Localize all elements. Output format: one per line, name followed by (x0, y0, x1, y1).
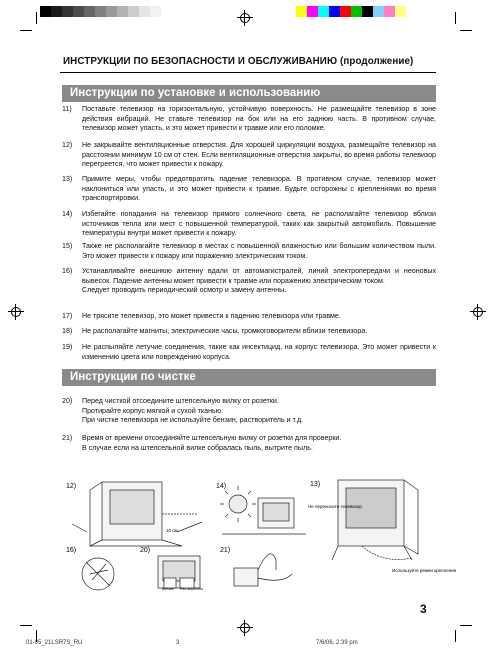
color-swatch (395, 6, 406, 17)
item-text: Перед чисткой отсоедините штепсельную вилку от розетки. (82, 397, 279, 405)
list-item (62, 141, 436, 170)
list-item (62, 105, 436, 134)
callout-do-not-carry: Не переносите телевизор (308, 504, 362, 509)
item-text: Устанавливайте внешнюю антенну вдали от автомагистралей, линий электропередачи и неоновых вывесок. Падение антенны может привести к травме или поражению электрическим током. (82, 267, 436, 285)
illus-label-16: 16) (66, 547, 77, 554)
item-number: 12) (62, 141, 73, 149)
illus-tv-ventilation (72, 482, 202, 546)
list-item (62, 434, 436, 453)
callout-10cm: 10 см (166, 528, 178, 533)
item-text-extra: При чистке телевизора не используйте бензин, растворитель и т.д. (82, 416, 304, 425)
illus-tv-strap (332, 480, 418, 560)
list-item (62, 312, 436, 322)
item-text: Также не располагайте телевизор в местах с повышенной влажностью или большим количеством пыли. Это может привести к пожару или поражению электрическим током. (82, 242, 436, 260)
item-number: 16) (62, 267, 73, 275)
callout-solvent: Растворитель (180, 587, 204, 591)
item-text-extra: Протирайте корпус мягкой и сухой тканью. (82, 406, 223, 415)
color-swatch (296, 6, 307, 17)
illus-label-12: 12) (66, 483, 77, 490)
color-swatch (51, 6, 62, 17)
item-text-extra: Следует проводить периодический осмотр и замену антенны. (82, 286, 287, 295)
safety-illustrations (62, 474, 457, 594)
color-swatch (318, 6, 329, 17)
footer-file: 01-05_21LSR7S_RU (26, 640, 83, 646)
illus-label-13: 13) (310, 481, 321, 488)
item-text: Поставьте телевизор на горизонтальную, устойчивую поверхность. Не размещайте телевизор в зоне действия вибраций. Не ставьте телевизор на бок или на его заднюю часть. В противном случае, телевизор может упасть, и это может привести к травме или его поломке. (82, 105, 436, 133)
registration-mark-top-center (237, 10, 253, 26)
illus-label-20: 20) (140, 547, 151, 554)
item-number: 17) (62, 312, 73, 320)
item-number: 18) (62, 327, 73, 335)
item-number: 15) (62, 242, 73, 250)
item-text: Избегайте попадания на телевизор прямого солнечного света, не располагайте телевизор вблизи источников тепла или мест с повышенной температурой, таких как закрытый автомобиль. Повышение температуры внутри может привести к пожару. (82, 210, 436, 238)
illustration-drawings (62, 474, 457, 594)
item-text: Не трясите телевизор, это может привести к падению телевизора или травме. (82, 312, 341, 320)
registration-mark-left (8, 304, 24, 320)
illus-label-21: 21) (220, 547, 231, 554)
registration-mark-bottom-center (237, 620, 253, 636)
color-swatch (329, 6, 340, 17)
list-item (62, 397, 436, 426)
illus-tv-sun (220, 486, 306, 534)
color-swatch (84, 6, 95, 17)
item-text: Не располагайте магниты, электрические часы, громкоговорители вблизи телевизора. (82, 327, 368, 335)
section-heading-installation: Инструкции по установке и использованию (62, 85, 436, 102)
illus-plug (234, 554, 292, 586)
illus-antenna (82, 558, 114, 590)
grayscale-color-bar (40, 6, 161, 17)
item-number: 13) (62, 175, 73, 183)
section-heading-cleaning: Инструкции по чистке (62, 369, 436, 386)
footer-date: 7/6/06, 2:39 pm (316, 640, 358, 646)
list-item (62, 210, 436, 239)
illus-label-14: 14) (216, 483, 227, 490)
color-swatch (95, 6, 106, 17)
color-swatch (117, 6, 128, 17)
list-item (62, 343, 436, 362)
color-swatch (406, 6, 417, 17)
cmyk-color-bar (296, 6, 417, 17)
color-swatch (128, 6, 139, 17)
footer-page: 3 (176, 640, 180, 646)
color-swatch (40, 6, 51, 17)
color-swatch (62, 6, 73, 17)
color-swatch (362, 6, 373, 17)
crop-mark (20, 30, 32, 31)
item-text-extra: В случае если на штепсельной вилке собралась пыль, вытрите пыль. (82, 443, 313, 452)
item-number: 19) (62, 343, 73, 351)
color-swatch (373, 6, 384, 17)
crop-mark (455, 12, 456, 24)
registration-mark-right (470, 304, 486, 320)
color-swatch (340, 6, 351, 17)
crop-mark (460, 30, 472, 31)
item-number: 20) (62, 397, 73, 405)
color-swatch (139, 6, 150, 17)
item-text: Не закрывайте вентиляционные отверстия. Для хорошей циркуляции воздуха, размещайте телевизор на расстоянии минимум 10 см от стен. Если вентиляционные отверстия закрыты, во время работы телевизор перегреется, что может привести к пожару. (82, 141, 436, 169)
list-item (62, 242, 436, 261)
crop-mark (36, 12, 37, 24)
color-swatch (150, 6, 161, 17)
crop-mark (20, 625, 32, 626)
color-swatch (351, 6, 362, 17)
color-swatch (73, 6, 84, 17)
crop-mark (460, 625, 472, 626)
list-item (62, 267, 436, 296)
item-text: Примите меры, чтобы предотвратить падение телевизора. В противном случае, телевизор может наклониться или упасть, и это может привести к травме. Будьте осторожны с креплениями во время транспортировки. (82, 175, 436, 203)
page-title: ИНСТРУКЦИИ ПО БЕЗОПАСНОСТИ И ОБСЛУЖИВАНИЮ (продолжение) (63, 56, 414, 67)
list-item (62, 175, 436, 204)
item-number: 11) (62, 105, 72, 113)
item-text: Время от времени отсоединяйте штепсельную вилку от розетки для проверки. (82, 434, 342, 442)
item-number: 21) (62, 434, 73, 442)
color-swatch (307, 6, 318, 17)
illus-tv-cleaning (158, 556, 200, 588)
callout-benzin: Бензин (162, 587, 174, 591)
page-number: 3 (420, 602, 427, 616)
callout-strap: Используйте ремни крепления (392, 568, 457, 573)
item-number: 14) (62, 210, 73, 218)
header-divider (60, 72, 436, 73)
color-swatch (384, 6, 395, 17)
list-item (62, 327, 436, 337)
color-swatch (106, 6, 117, 17)
item-text: Не распыляйте летучие соединения, такие как инсектицид, на корпус телевизора. Это может привести к изменению цвета или повреждению корпуса. (82, 343, 436, 361)
crop-mark (455, 630, 456, 642)
